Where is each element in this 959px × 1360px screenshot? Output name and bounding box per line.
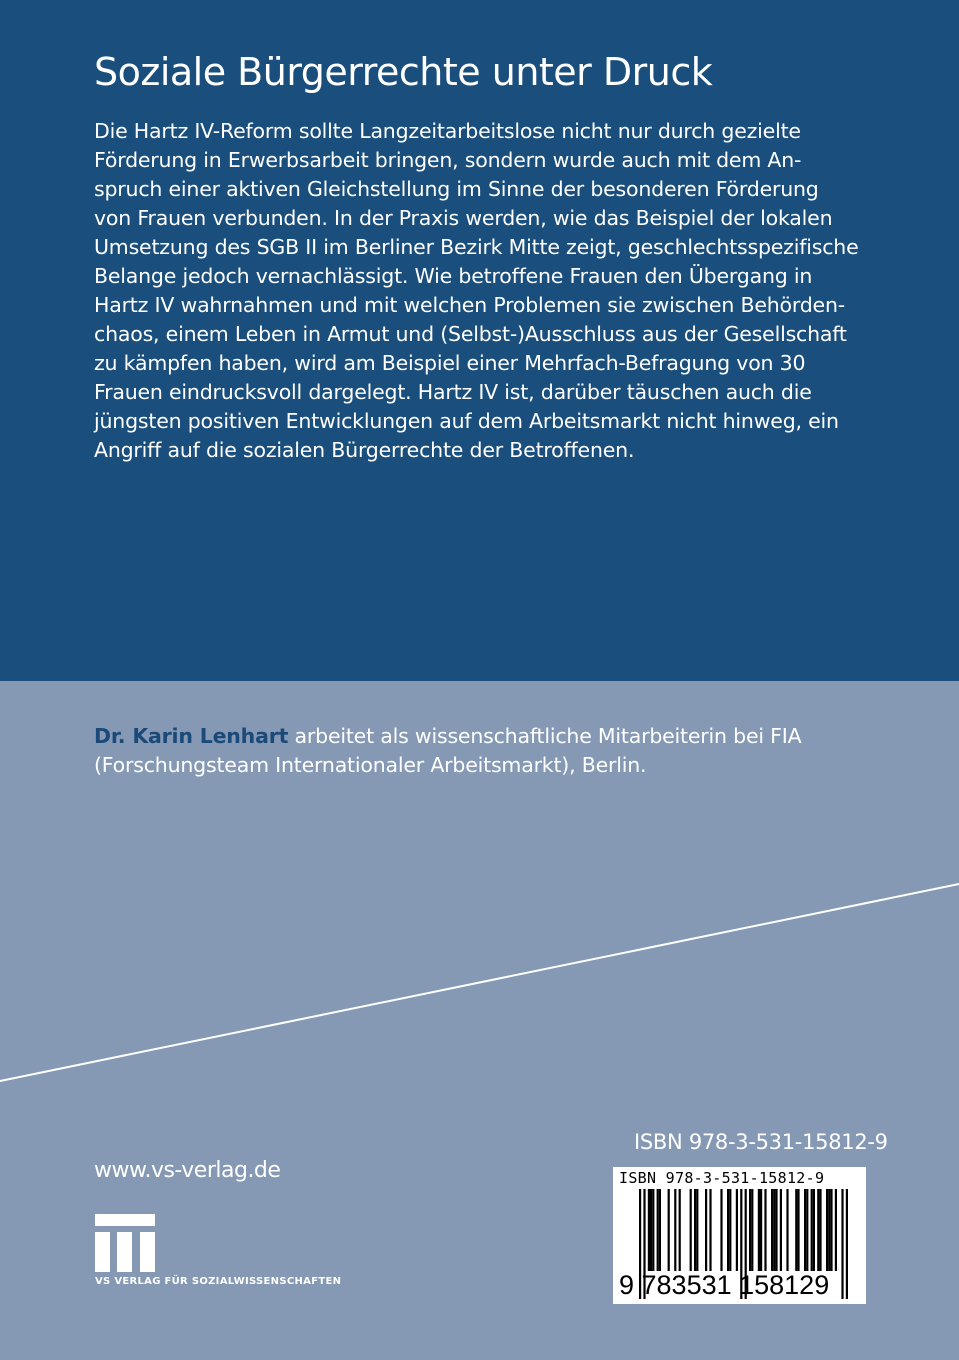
barcode-bar <box>795 1189 797 1271</box>
blurb-line: Frauen eindrucksvoll dargelegt. Hartz IV ist, darüber täuschen auch die <box>94 380 812 404</box>
blurb-line: Die Hartz IV-Reform sollte Langzeitarbeitslose nicht nur durch gezielte <box>94 119 801 143</box>
blurb-line: spruch einer aktiven Gleichstellung im Sinne der besonderen Förderung <box>94 177 819 201</box>
barcode-bar <box>709 1189 711 1271</box>
barcode-bar <box>828 1189 830 1271</box>
author-bio-line2: (Forschungsteam Internationaler Arbeitsmarkt), Berlin. <box>94 753 647 777</box>
barcode-bar <box>819 1189 821 1271</box>
barcode-bar <box>804 1189 806 1271</box>
barcode-bar <box>674 1189 676 1271</box>
barcode-bar <box>652 1189 654 1271</box>
barcode-bar <box>773 1189 775 1271</box>
barcode-bar <box>760 1189 762 1271</box>
barcode-bar <box>749 1189 751 1271</box>
barcode-bar <box>813 1189 815 1271</box>
barcode-bar <box>835 1189 837 1271</box>
blurb-text <box>94 117 859 465</box>
blurb-line: Belange jedoch vernachlässigt. Wie betroffene Frauen den Übergang in <box>94 264 813 288</box>
author-name: Dr. Karin Lenhart <box>94 724 289 748</box>
barcode-bar <box>657 1189 659 1271</box>
barcode-bar <box>758 1189 760 1271</box>
barcode-bar <box>780 1189 782 1271</box>
barcode-bar <box>841 1189 843 1299</box>
barcode <box>613 1167 866 1304</box>
barcode-bar <box>775 1189 777 1271</box>
publisher-logo-icon <box>95 1214 155 1272</box>
barcode-bar <box>690 1189 692 1271</box>
barcode-bar <box>846 1189 848 1299</box>
barcode-number: 9 783531 158129 <box>619 1270 830 1300</box>
barcode-bar <box>826 1189 828 1271</box>
publisher-logo-text: VS VERLAG FÜR SOZIALWISSENSCHAFTEN <box>95 1276 342 1287</box>
publisher-url[interactable]: www.vs-verlag.de <box>94 1158 281 1183</box>
barcode-bar <box>720 1189 722 1271</box>
barcode-bar <box>830 1189 832 1271</box>
barcode-bar <box>806 1189 808 1271</box>
barcode-bar <box>705 1189 707 1271</box>
barcode-bar <box>786 1189 788 1271</box>
blurb-line: zu kämpfen haben, wird am Beispiel einer Mehrfach-Befragung von 30 <box>94 351 806 375</box>
barcode-bar <box>679 1189 681 1271</box>
blurb-line: von Frauen verbunden. In der Praxis werden, wie das Beispiel der lokalen <box>94 206 833 230</box>
barcode-bar <box>696 1189 698 1271</box>
barcode-bar <box>817 1189 819 1271</box>
author-bio <box>94 722 801 780</box>
barcode-bar <box>650 1189 652 1271</box>
barcode-bar <box>659 1189 661 1271</box>
barcode-bar <box>771 1189 773 1271</box>
barcode-bar <box>736 1189 738 1271</box>
barcode-bar <box>797 1189 799 1271</box>
blurb-line: Angriff auf die sozialen Bürgerrechte der Betroffenen. <box>94 438 635 462</box>
barcode-bar <box>727 1189 729 1271</box>
barcode-top-text: ISBN 978-3-531-15812-9 <box>619 1169 825 1187</box>
isbn-label: ISBN 978-3-531-15812-9 <box>634 1130 888 1154</box>
barcode-bar <box>668 1189 670 1271</box>
barcode-bar <box>729 1189 731 1271</box>
barcode-bar <box>648 1189 650 1271</box>
blurb-line: Hartz IV wahrnahmen und mit welchen Problemen sie zwischen Behörden- <box>94 293 845 317</box>
author-bio-line1: arbeitet als wissenschaftliche Mitarbeiterin bei FIA <box>288 724 802 748</box>
barcode-bar <box>764 1189 766 1271</box>
blurb-line: Förderung in Erwerbsarbeit bringen, sondern wurde auch mit dem An- <box>94 148 802 172</box>
barcode-bar <box>811 1189 813 1271</box>
blurb-line: chaos, einem Leben in Armut und (Selbst-)Ausschluss aus der Gesellschaft <box>94 322 847 346</box>
blurb-line: Umsetzung des SGB II im Berliner Bezirk Mitte zeigt, geschlechtsspezifische <box>94 235 859 259</box>
barcode-bar <box>751 1189 753 1271</box>
book-title: Soziale Bürgerrechte unter Druck <box>94 50 713 94</box>
barcode-bar <box>694 1189 696 1271</box>
blurb-line: jüngsten positiven Entwicklungen auf dem Arbeitsmarkt nicht hinweg, ein <box>94 409 839 433</box>
